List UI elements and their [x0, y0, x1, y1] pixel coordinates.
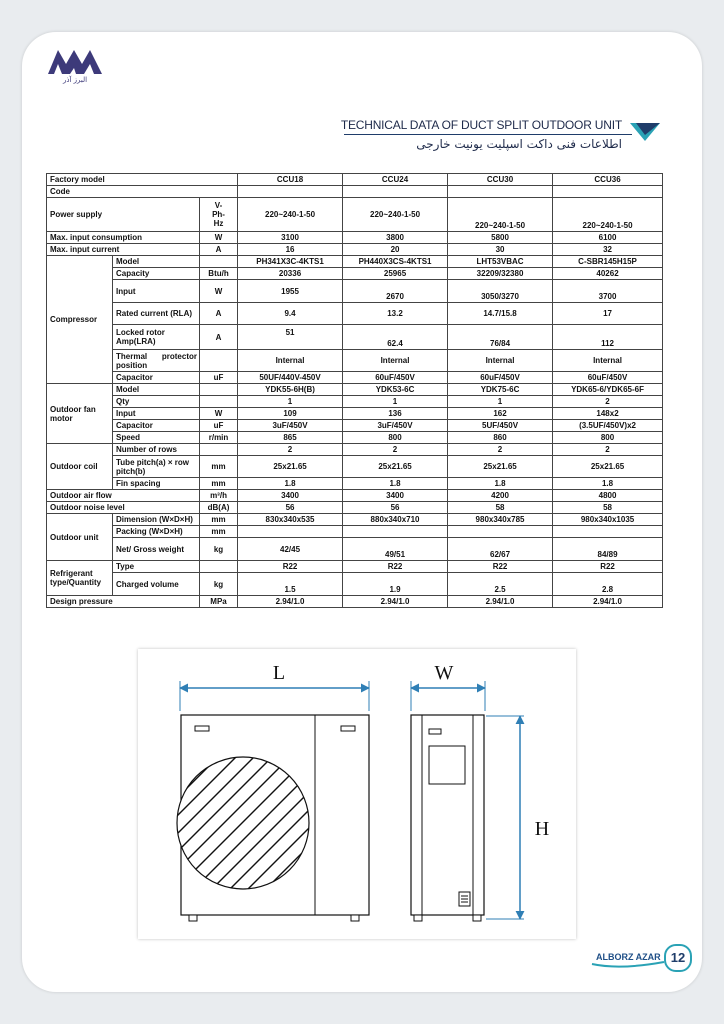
table-row	[47, 478, 663, 490]
cell-value: 25x21.65	[448, 456, 553, 478]
cell-value: 16	[238, 244, 343, 256]
cell-value: 830x340x535	[238, 514, 343, 526]
cell-value: 880x340x710	[343, 514, 448, 526]
row-unit: W	[200, 280, 238, 303]
table-row	[47, 502, 663, 514]
row-unit: mm	[200, 456, 238, 478]
row-label: Tube pitch(a) × row pitch(b)	[113, 456, 200, 478]
cell-value: 220~240-1-50	[448, 198, 553, 232]
table-row	[47, 372, 663, 384]
title-english: TECHNICAL DATA OF DUCT SPLIT OUTDOOR UNIT	[340, 118, 622, 132]
cell-value: 3400	[343, 490, 448, 502]
cell-value: YDK75-6C	[448, 384, 553, 396]
power-supply-label: Power supply	[47, 198, 200, 232]
row-label: Model	[113, 384, 200, 396]
cell-value: C-SBR145H15P	[553, 256, 663, 268]
model-header: CCU30	[448, 174, 553, 186]
front-view	[138, 662, 370, 939]
cell-value: 1.8	[448, 478, 553, 490]
row-unit: uF	[200, 420, 238, 432]
cell-value: 60uF/450V	[448, 372, 553, 384]
cell-value: 220~240-1-50	[553, 198, 663, 232]
cell-value: YDK65-6/YDK65-6F	[553, 384, 663, 396]
table-row	[47, 232, 663, 244]
table-row	[47, 396, 663, 408]
table-row	[47, 384, 663, 396]
row-label: Input	[113, 280, 200, 303]
cell-value: 865	[238, 432, 343, 444]
cell-value: 3800	[343, 232, 448, 244]
row-label: Fin spacing	[113, 478, 200, 490]
group-label-coil: Outdoor coil	[47, 444, 113, 490]
row-unit: kg	[200, 573, 238, 596]
cell-value: 3050/3270	[448, 280, 553, 303]
cell-value: 32209/32380	[448, 268, 553, 280]
row-label: Dimension (W×D×H)	[113, 514, 200, 526]
table-row	[47, 280, 663, 303]
side-view	[411, 662, 549, 921]
row-unit: uF	[200, 372, 238, 384]
cell-value: 20336	[238, 268, 343, 280]
cell-value: 3400	[238, 490, 343, 502]
cell-value: 3700	[553, 280, 663, 303]
table-row	[47, 303, 663, 325]
row-label: Locked rotor Amp(LRA)	[113, 325, 200, 350]
cell-value: 220~240-1-50	[238, 198, 343, 232]
label-h: H	[534, 818, 550, 840]
row-unit: r/min	[200, 432, 238, 444]
row-label: Packing (W×D×H)	[113, 526, 200, 538]
cell-value: 17	[553, 303, 663, 325]
table-row	[47, 350, 663, 372]
row-unit: MPa	[200, 596, 238, 608]
logo-text: البرز آذر	[62, 76, 88, 84]
cell-value: 84/89	[553, 538, 663, 561]
cell-value: 2.94/1.0	[448, 596, 553, 608]
table-row	[47, 198, 663, 232]
power-supply-unit: V- Ph- Hz	[200, 198, 238, 232]
table-row	[47, 444, 663, 456]
cell-value: 25x21.65	[553, 456, 663, 478]
row-unit: A	[200, 303, 238, 325]
cell-value: 2	[343, 444, 448, 456]
cell-value: 25x21.65	[343, 456, 448, 478]
row-label: Speed	[113, 432, 200, 444]
technical-data-table	[46, 173, 663, 608]
table-row	[47, 526, 663, 538]
cell-value: 42/45	[238, 538, 343, 561]
cell-value: 20	[343, 244, 448, 256]
cell-value: 2	[553, 396, 663, 408]
row-label: Model	[113, 256, 200, 268]
cell-value: 62/67	[448, 538, 553, 561]
cell-value: Internal	[238, 350, 343, 372]
cell-value: 136	[343, 408, 448, 420]
cell-value: 1.8	[553, 478, 663, 490]
cell-value: 800	[343, 432, 448, 444]
cell-value: 1	[343, 396, 448, 408]
cell-value: R22	[343, 561, 448, 573]
row-label: Capacitor	[113, 372, 200, 384]
cell-value: 112	[553, 325, 663, 350]
cell-value: 800	[553, 432, 663, 444]
cell-value: 1.9	[343, 573, 448, 596]
row-unit: A	[200, 244, 238, 256]
cell-value: PH440X3CS-4KTS1	[343, 256, 448, 268]
cell-value: 4200	[448, 490, 553, 502]
group-label-refrigerant: Refrigerant type/Quantity	[47, 561, 113, 596]
row-unit: kg	[200, 538, 238, 561]
cell-value: 1	[238, 396, 343, 408]
cell-value: 6100	[553, 232, 663, 244]
cell-value: 76/84	[448, 325, 553, 350]
cell-value: 5800	[448, 232, 553, 244]
cell-value: Internal	[343, 350, 448, 372]
cell-value: 2.5	[448, 573, 553, 596]
table-row	[47, 256, 663, 268]
cell-value: 2	[448, 444, 553, 456]
cell-value: 3uF/450V	[238, 420, 343, 432]
row-label: Rated current (RLA)	[113, 303, 200, 325]
row-label: Design pressure	[47, 596, 200, 608]
table-row	[47, 561, 663, 573]
cell-value: 1.5	[238, 573, 343, 596]
table-row	[47, 268, 663, 280]
row-unit: mm	[200, 526, 238, 538]
cell-value: 2670	[343, 280, 448, 303]
model-header: CCU24	[343, 174, 448, 186]
title-underline	[344, 134, 632, 135]
table-row	[47, 174, 663, 186]
alborz-azar-logo	[46, 44, 104, 84]
cell-value: 30	[448, 244, 553, 256]
table-row	[47, 573, 663, 596]
group-label-compressor: Compressor	[47, 256, 113, 384]
dimension-drawing	[138, 649, 576, 939]
code-label: Code	[47, 186, 238, 198]
cell-value: 62.4	[343, 325, 448, 350]
cell-value: 51	[238, 325, 343, 350]
cell-value: R22	[238, 561, 343, 573]
cell-value: 860	[448, 432, 553, 444]
row-label: Capacitor	[113, 420, 200, 432]
cell-value: 162	[448, 408, 553, 420]
cell-value: 2	[238, 444, 343, 456]
table-row	[47, 186, 663, 198]
factory-model-label: Factory model	[47, 174, 238, 186]
cell-value: 2	[553, 444, 663, 456]
table-row	[47, 514, 663, 526]
cell-value: YDK55-6H(B)	[238, 384, 343, 396]
row-unit: Btu/h	[200, 268, 238, 280]
cell-value: Internal	[448, 350, 553, 372]
cell-value: 1.8	[238, 478, 343, 490]
row-label: Number of rows	[113, 444, 200, 456]
row-unit: W	[200, 408, 238, 420]
cell-value: 1	[448, 396, 553, 408]
cell-value: 14.7/15.8	[448, 303, 553, 325]
cell-value: 3uF/450V	[343, 420, 448, 432]
cell-value: 980x340x1035	[553, 514, 663, 526]
row-label: Thermal protector position	[113, 350, 200, 372]
cell-value: 148x2	[553, 408, 663, 420]
cell-value: 25965	[343, 268, 448, 280]
cell-value: 13.2	[343, 303, 448, 325]
cell-value: 2.94/1.0	[343, 596, 448, 608]
row-label: Net/ Gross weight	[113, 538, 200, 561]
label-l: L	[272, 662, 286, 684]
table-row	[47, 244, 663, 256]
cell-value: 1955	[238, 280, 343, 303]
cell-value: 4800	[553, 490, 663, 502]
title-block	[330, 115, 670, 163]
cell-value: 980x340x785	[448, 514, 553, 526]
cell-value: 58	[448, 502, 553, 514]
cell-value: 3100	[238, 232, 343, 244]
model-header: CCU36	[553, 174, 663, 186]
group-label-fan-motor: Outdoor fan motor	[47, 384, 113, 444]
cell-value: R22	[448, 561, 553, 573]
model-header: CCU18	[238, 174, 343, 186]
cell-value: 1.8	[343, 478, 448, 490]
cell-value: 56	[343, 502, 448, 514]
row-unit: dB(A)	[200, 502, 238, 514]
row-label: Outdoor noise level	[47, 502, 200, 514]
cell-value: 50UF/440V-450V	[238, 372, 343, 384]
cell-value: 220~240-1-50	[343, 198, 448, 232]
cell-value: 2.94/1.0	[238, 596, 343, 608]
cell-value: (3.5UF/450V)x2	[553, 420, 663, 432]
table-row	[47, 420, 663, 432]
table-row	[47, 538, 663, 561]
cell-value: PH341X3C-4KTS1	[238, 256, 343, 268]
table-row	[47, 596, 663, 608]
row-unit: mm	[200, 478, 238, 490]
label-w: W	[434, 662, 454, 684]
cell-value: Internal	[553, 350, 663, 372]
cell-value: R22	[553, 561, 663, 573]
cell-value: 58	[553, 502, 663, 514]
cell-value: 60uF/450V	[343, 372, 448, 384]
row-unit: m³/h	[200, 490, 238, 502]
row-label: Capacity	[113, 268, 200, 280]
cell-value: 49/51	[343, 538, 448, 561]
row-label: Outdoor air flow	[47, 490, 200, 502]
table-row	[47, 325, 663, 350]
cell-value: 9.4	[238, 303, 343, 325]
row-unit: W	[200, 232, 238, 244]
cell-value: 40262	[553, 268, 663, 280]
row-label: Charged volume	[113, 573, 200, 596]
table-row	[47, 456, 663, 478]
cell-value: LHT53VBAC	[448, 256, 553, 268]
row-unit: mm	[200, 514, 238, 526]
row-label: Type	[113, 561, 200, 573]
group-label-outdoor-unit: Outdoor unit	[47, 514, 113, 561]
table-row	[47, 408, 663, 420]
cell-value: 56	[238, 502, 343, 514]
title-triangle-icon	[628, 121, 662, 143]
cell-value: 2.8	[553, 573, 663, 596]
cell-value: 2.94/1.0	[553, 596, 663, 608]
cell-value: YDK53-6C	[343, 384, 448, 396]
table-row	[47, 432, 663, 444]
footer-brand: ALBORZ AZAR	[596, 952, 661, 962]
row-label: Max. input consumption	[47, 232, 200, 244]
row-unit: A	[200, 325, 238, 350]
page-number: 12	[664, 944, 692, 972]
row-label: Qty	[113, 396, 200, 408]
cell-value: 109	[238, 408, 343, 420]
row-label: Max. input current	[47, 244, 200, 256]
row-label: Input	[113, 408, 200, 420]
cell-value: 5UF/450V	[448, 420, 553, 432]
title-persian: اطلاعات فنی داکت اسپلیت یونیت خارجی	[416, 137, 622, 151]
cell-value: 60uF/450V	[553, 372, 663, 384]
cell-value: 32	[553, 244, 663, 256]
cell-value: 25x21.65	[238, 456, 343, 478]
table-row	[47, 490, 663, 502]
